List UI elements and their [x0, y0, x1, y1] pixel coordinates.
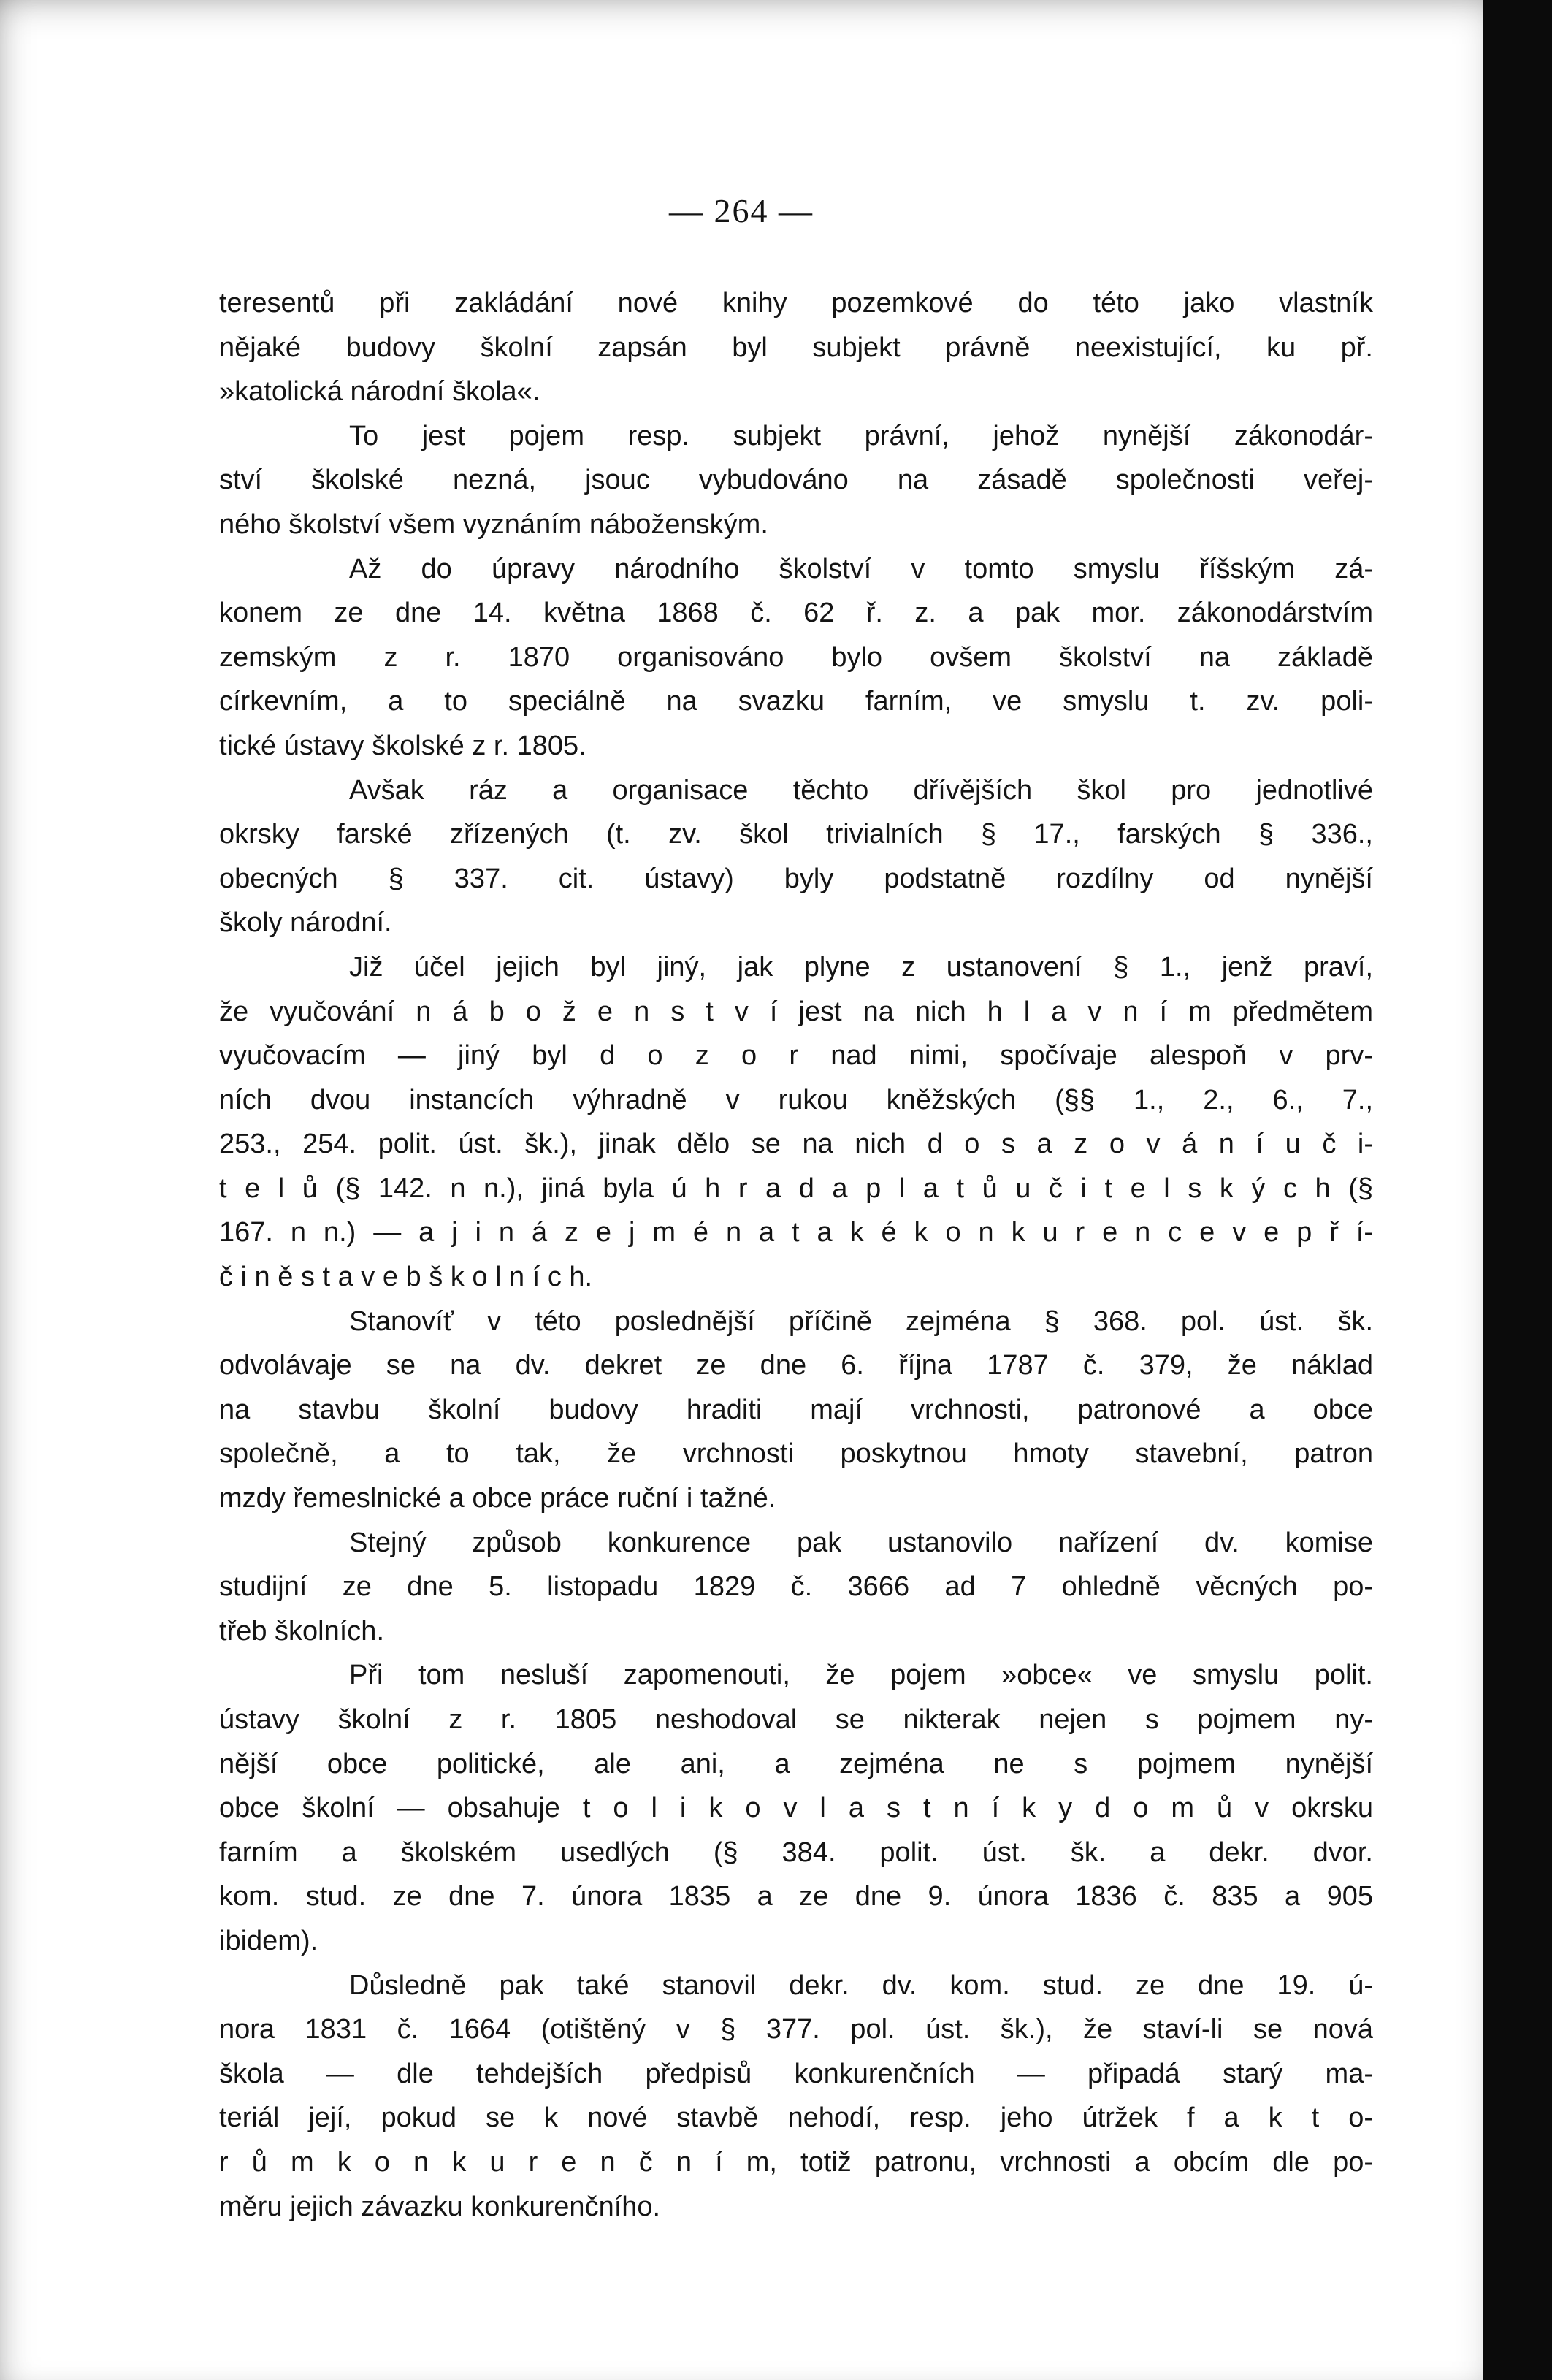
text-line: společně, a to tak, že vrchnosti poskytnou hmoty stavební, patron: [219, 1438, 1373, 1470]
text-line: odvolávaje se na dv. dekret ze dne 6. října 1787 č. 379, že náklad: [219, 1350, 1373, 1381]
text-line: r ů m k o n k u r e n č n í m, totiž patronu, vrchnosti a obcím dle po-: [219, 2146, 1373, 2178]
text-line: č i n ě s t a v e b š k o l n í c h.: [219, 1262, 593, 1293]
text-line: ústavy školní z r. 1805 neshodoval se nikterak nejen s pojmem ny-: [219, 1704, 1373, 1735]
text-line: To jest pojem resp. subjekt právní, jehož nynější zákonodár-: [349, 420, 1373, 451]
text-line: konem ze dne 14. května 1868 č. 62 ř. z. a pak mor. zákonodárstvím: [219, 598, 1373, 629]
text-line: školy národní.: [219, 907, 392, 939]
text-line: Stejný způsob konkurence pak ustanovilo nařízení dv. komise: [349, 1527, 1373, 1558]
text-line: měru jejich závazku konkurenčního.: [219, 2191, 661, 2222]
text-line: kom. stud. ze dne 7. února 1835 a ze dne 9. února 1836 č. 835 a 905: [219, 1881, 1373, 1912]
text-line: třeb školních.: [219, 1615, 384, 1647]
text-line: teriál její, pokud se k nové stavbě nehodí, resp. jeho útržek f a k t o-: [219, 2102, 1373, 2134]
text-line: na stavbu školní budovy hraditi mají vrchnosti, patronové a obce: [219, 1394, 1373, 1425]
text-line: ství školské nezná, jsouc vybudováno na zásadě společnosti veřej-: [219, 465, 1373, 496]
text-line: nějaké budovy školní zapsán byl subjekt právně neexistující, ku př.: [219, 332, 1373, 363]
text-line: mzdy řemeslnické a obce práce ruční i tažné.: [219, 1483, 776, 1514]
text-line: Důsledně pak také stanovil dekr. dv. kom. stud. ze dne 19. ú-: [349, 1969, 1373, 2001]
text-line: farním a školském usedlých (§ 384. polit. úst. šk. a dekr. dvor.: [219, 1837, 1373, 1868]
text-line: vyučovacím — jiný byl d o z o r nad nimi, spočívaje alespoň v prv-: [219, 1040, 1373, 1072]
text-line: že vyučování n á b o ž e n s t v í jest na nich h l a v n í m předmětem: [219, 996, 1373, 1027]
text-line: obecných § 337. cit. ústavy) byly podstatně rozdílny od nynější: [219, 863, 1373, 894]
text-line: Avšak ráz a organisace těchto dřívějších škol pro jednotlivé: [349, 774, 1373, 806]
text-line: ibidem).: [219, 1925, 318, 1956]
text-line: Až do úpravy národního školství v tomto smyslu říšským zá-: [349, 553, 1373, 584]
text-line: Při tom nesluší zapomenouti, že pojem »obce« ve smyslu polit.: [349, 1660, 1373, 1691]
text-line: Již účel jejich byl jiný, jak plyne z ustanovení § 1., jenž praví,: [349, 951, 1373, 983]
text-line: teresentů při zakládání nové knihy pozemkové do této jako vlastník: [219, 288, 1373, 319]
text-line: obce školní — obsahuje t o l i k o v l a s t n í k y d o m ů v okrsku: [219, 1793, 1373, 1824]
text-line: studijní ze dne 5. listopadu 1829 č. 3666 ad 7 ohledně věcných po-: [219, 1571, 1373, 1603]
text-line: církevním, a to speciálně na svazku farním, ve smyslu t. zv. poli-: [219, 686, 1373, 717]
text-line: nější obce politické, ale ani, a zejména ne s pojmem nynější: [219, 1748, 1373, 1780]
text-line: t e l ů (§ 142. n n.), jiná byla ú h r a d a p l a t ů u č i t e l s k ý c h (§: [219, 1172, 1373, 1204]
text-line: ních dvou instancích výhradně v rukou kněžských (§§ 1., 2., 6., 7.,: [219, 1084, 1373, 1115]
text-line: zemským z r. 1870 organisováno bylo ovšem školství na základě: [219, 641, 1373, 673]
text-line: 253., 254. polit. úst. šk.), jinak dělo se na nich d o s a z o v á n í u č i-: [219, 1129, 1373, 1160]
text-line: »katolická národní škola«.: [219, 376, 540, 408]
text-line: tické ústavy školské z r. 1805.: [219, 730, 586, 761]
text-line: 167. n n.) — a j i n á z e j m é n a t a k é k o n k u r e n c e v e p ř í-: [219, 1217, 1373, 1248]
text-line: okrsky farské zřízených (t. zv. škol trivialních § 17., farských § 336.,: [219, 819, 1373, 850]
text-line: nora 1831 č. 1664 (otištěný v § 377. pol. úst. šk.), že staví-li se nová: [219, 2014, 1373, 2045]
body-text: [219, 281, 1373, 2229]
page-number: — 264 —: [669, 192, 814, 229]
text-line: ného školství všem vyznáním náboženským.: [219, 508, 768, 540]
text-line: škola — dle tehdejších předpisů konkurenčních — připadá starý ma-: [219, 2058, 1373, 2089]
text-line: Stanovíť v této poslednější příčině zejména § 368. pol. úst. šk.: [349, 1305, 1373, 1337]
